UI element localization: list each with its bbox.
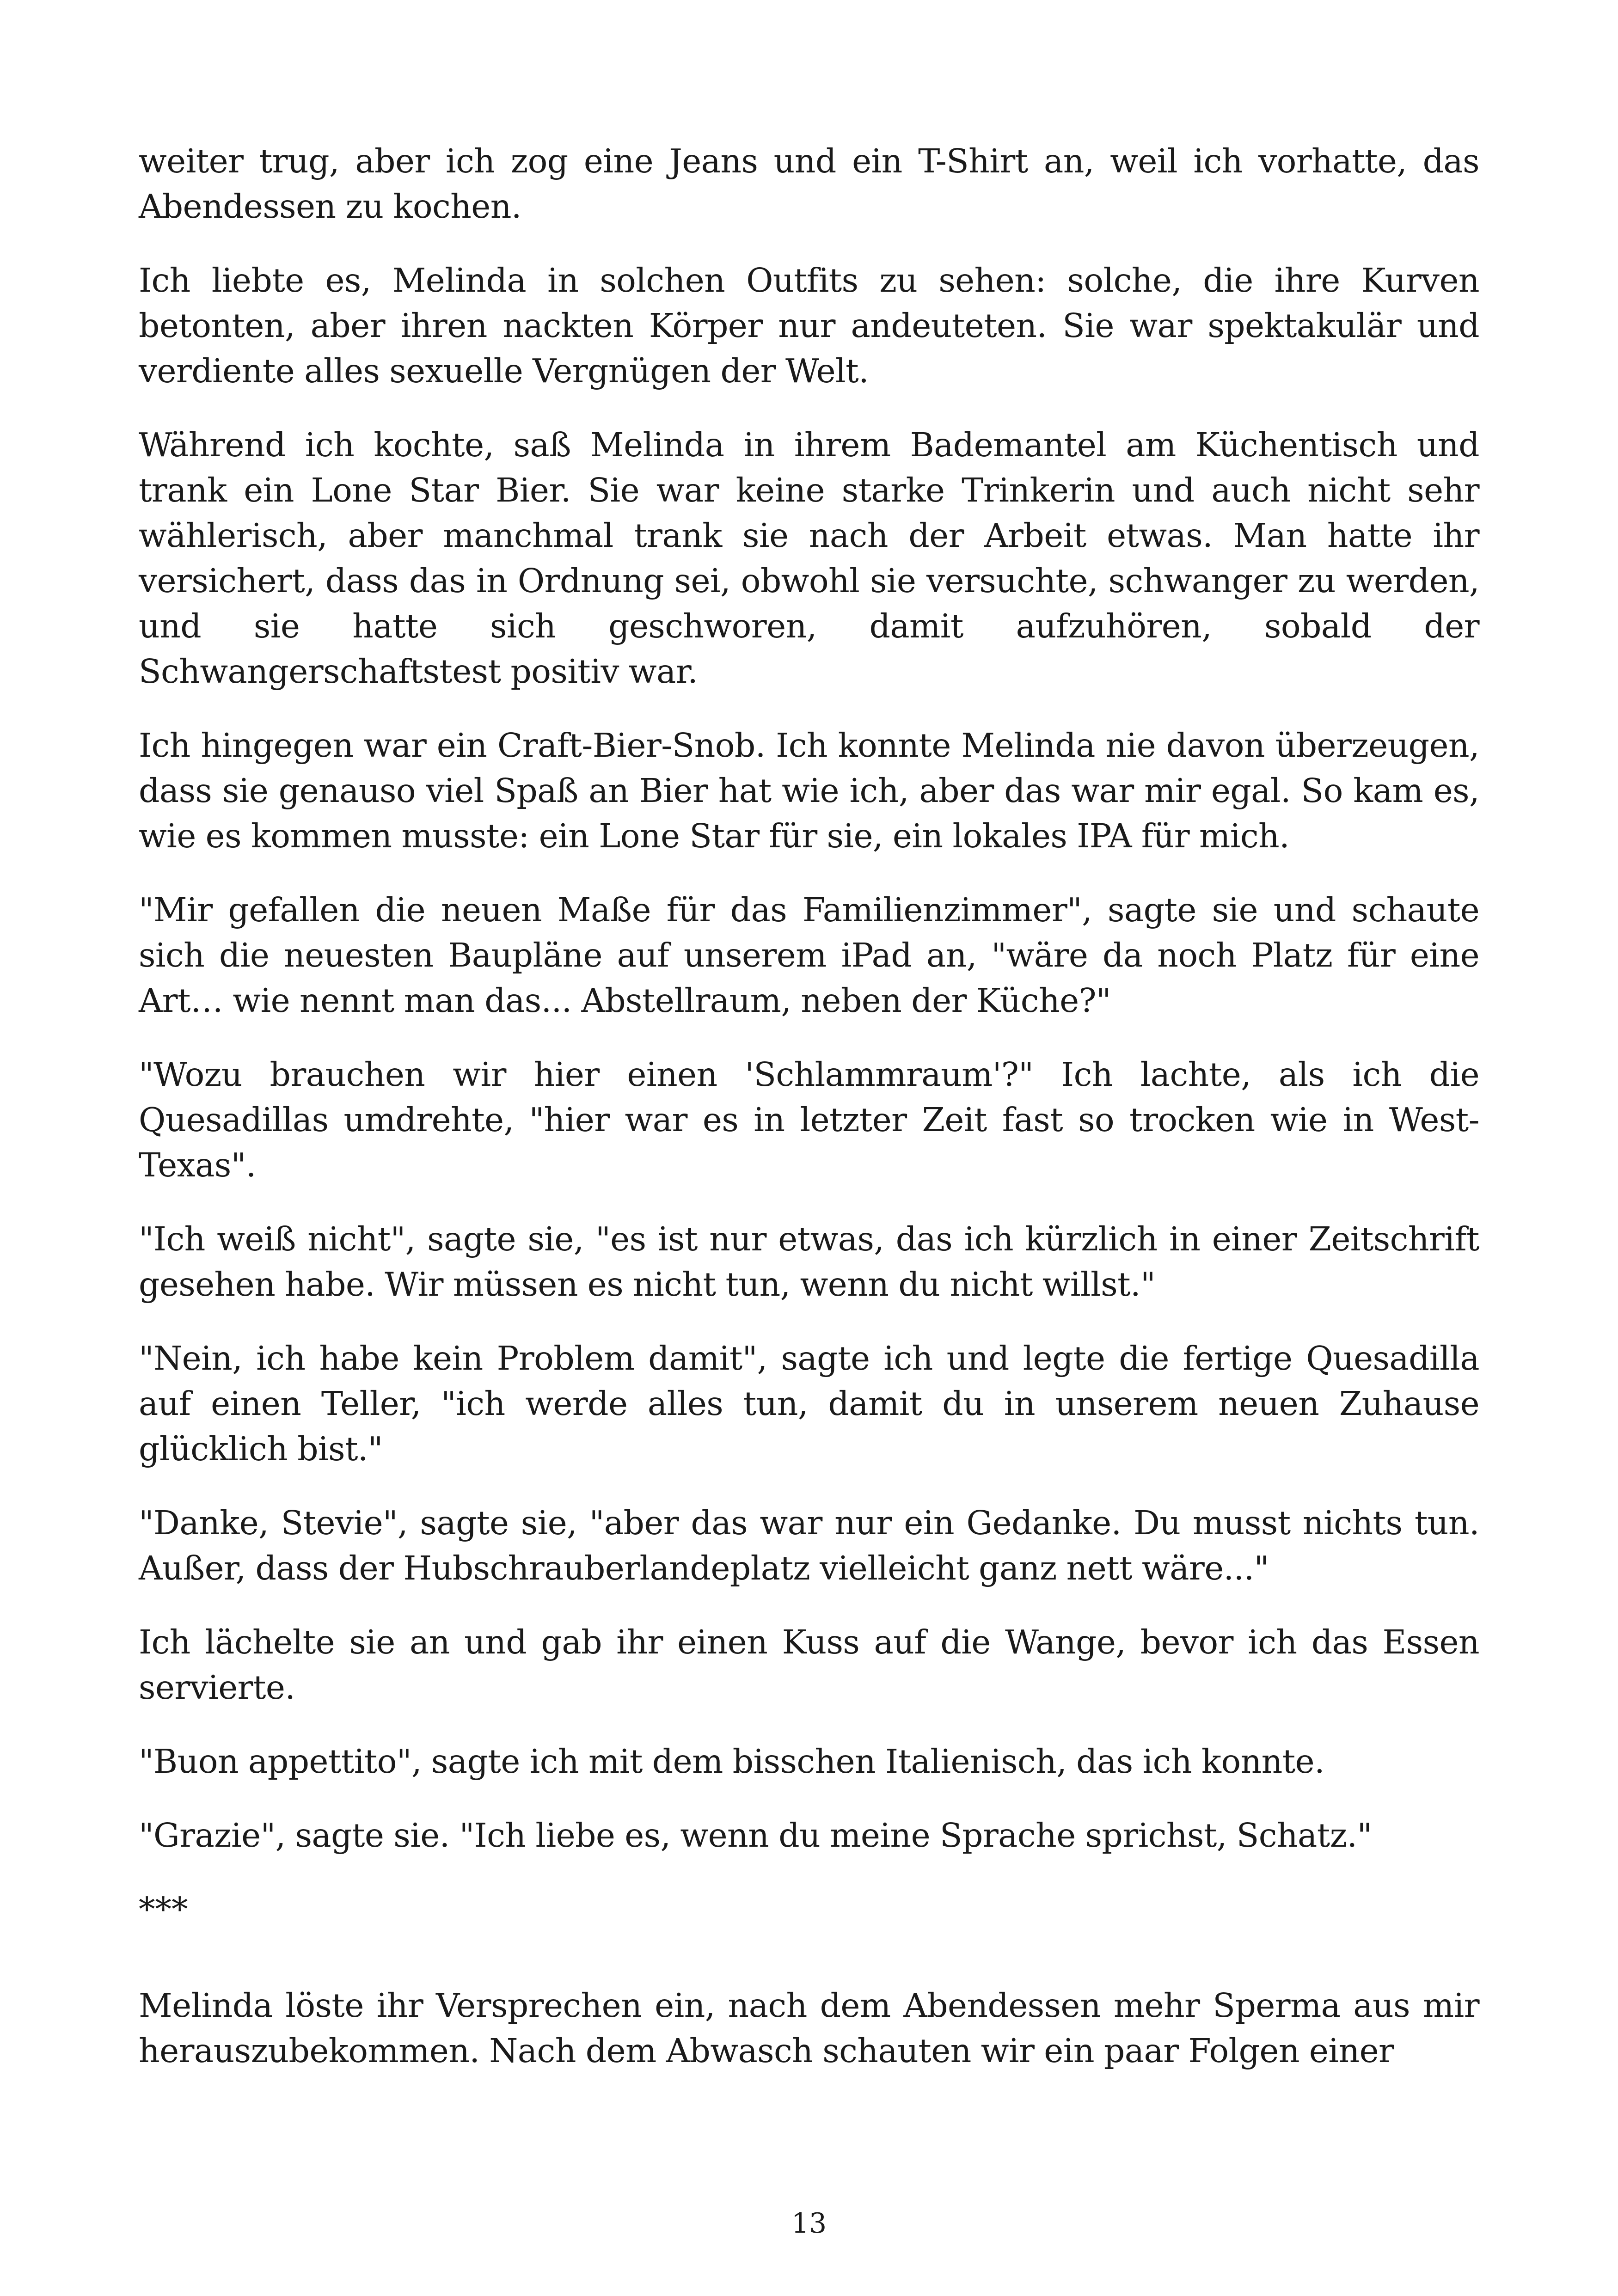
page-number: 13	[791, 2207, 827, 2240]
text-body	[139, 139, 1479, 2102]
paragraph: "Danke, Stevie", sagte sie, "aber das war nur ein Gedanke. Du musst nichts tun. Außer, dass der Hubschrauberlandeplatz vielleicht ganz nett wäre..."	[139, 1504, 1479, 1587]
paragraph: Ich lächelte sie an und gab ihr einen Kuss auf die Wange, bevor ich das Essen servierte.	[139, 1623, 1479, 1707]
scene-break: ***	[139, 1890, 188, 1929]
paragraph: "Nein, ich habe kein Problem damit", sagte ich und legte die fertige Quesadilla auf einen Teller, "ich werde alles tun, damit du in unserem neuen Zuhause glücklich bist."	[139, 1339, 1479, 1468]
paragraph: "Wozu brauchen wir hier einen 'Schlammraum'?" Ich lachte, als ich die Quesadillas umdrehte, "hier war es in letzter Zeit fast so trocken wie in West-Texas".	[139, 1055, 1479, 1184]
paragraph: "Buon appettito", sagte ich mit dem bisschen Italienisch, das ich konnte.	[139, 1742, 1325, 1781]
paragraph: weiter trug, aber ich zog eine Jeans und ein T-Shirt an, weil ich vorhatte, das Abendessen zu kochen.	[139, 142, 1479, 226]
paragraph: "Grazie", sagte sie. "Ich liebe es, wenn du meine Sprache sprichst, Schatz."	[139, 1816, 1372, 1855]
paragraph: "Mir gefallen die neuen Maße für das Familienzimmer", sagte sie und schaute sich die neuesten Baupläne auf unserem iPad an, "wäre da noch Platz für eine Art… wie nennt man das... Abstellraum, neben der Küche?"	[139, 891, 1479, 1020]
paragraph: Ich hingegen war ein Craft-Bier-Snob. Ich konnte Melinda nie davon überzeugen, dass sie genauso viel Spaß an Bier hat wie ich, aber das war mir egal. So kam es, wie es kommen musste: ein Lone Star für sie, ein lokales IPA für mich.	[139, 726, 1479, 855]
closing-paragraph: Melinda löste ihr Versprechen ein, nach dem Abendessen mehr Sperma aus mir herauszubekommen. Nach dem Abwasch schauten wir ein paar Folgen einer	[139, 1986, 1479, 2070]
paragraph: "Ich weiß nicht", sagte sie, "es ist nur etwas, das ich kürzlich in einer Zeitschrift gesehen habe. Wir müssen es nicht tun, wenn du nicht willst."	[139, 1220, 1479, 1304]
paragraph: Während ich kochte, saß Melinda in ihrem Bademantel am Küchentisch und trank ein Lone Star Bier. Sie war keine starke Trinkerin und auch nicht sehr wählerisch, aber manchmal trank sie nach der Arbeit etwas. Man hatte ihr versichert, dass das in Ordnung sei, obwohl sie versuchte, schwanger zu werden, und sie hatte sich geschworen, damit aufzuhören, sobald der Schwangerschaftstest positiv war.	[139, 426, 1479, 691]
paragraph: Ich liebte es, Melinda in solchen Outfits zu sehen: solche, die ihre Kurven betonten, aber ihren nackten Körper nur andeuteten. Sie war spektakulär und verdiente alles sexuelle Vergnügen der Welt.	[139, 261, 1479, 390]
